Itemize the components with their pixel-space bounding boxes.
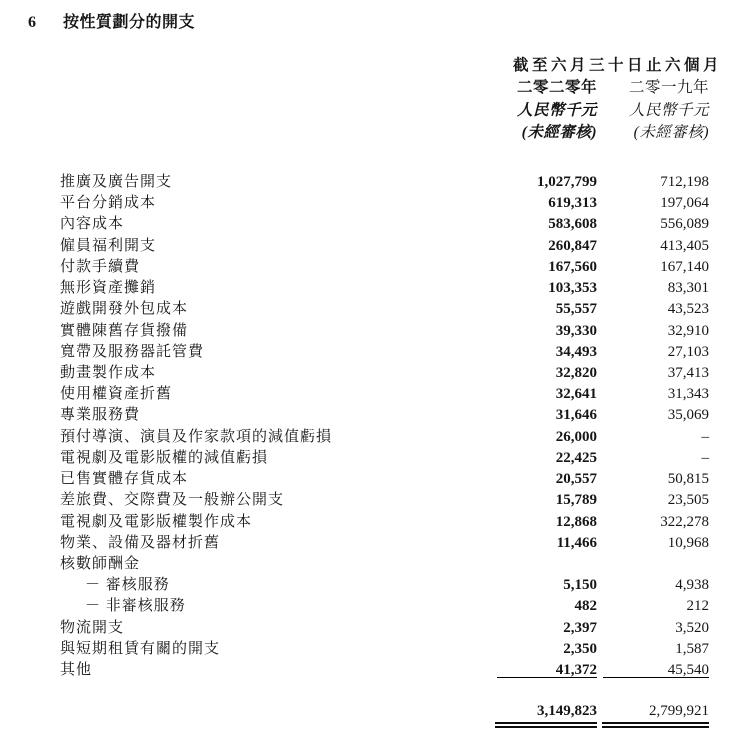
expense-label: 遊戲開發外包成本: [60, 301, 189, 318]
value-2020: 167,560: [548, 258, 597, 275]
column-gap: [597, 618, 606, 639]
value-2019: 322,278: [660, 513, 709, 530]
table-row: [0, 660, 709, 681]
col-2020-year-label: 二零二零年: [516, 79, 597, 97]
period-header: 截至六月三十日止六個月: [512, 57, 722, 74]
value-2019: 45,540: [667, 662, 709, 679]
expense-label: 內容成本: [60, 216, 125, 233]
column-gap: [597, 193, 606, 214]
column-gap: [597, 596, 606, 617]
column-gap: [597, 299, 606, 320]
col-2020-unaudited-label: (未經審核): [521, 123, 597, 141]
expense-label: 動畫製作成本: [60, 364, 157, 381]
table-row: [0, 384, 709, 405]
column-gap: [597, 77, 606, 99]
expense-label: 電視劇及電影版權製作成本: [60, 513, 253, 530]
table-row: [0, 427, 709, 448]
value-2020: [497, 554, 597, 575]
table-row: [0, 554, 709, 575]
section-number: 6: [28, 14, 36, 31]
value-2019: 167,140: [660, 258, 709, 275]
column-gap: [597, 427, 606, 448]
col-2019-year-label: 二零一九年: [628, 79, 709, 97]
expense-label: 付款手續費: [60, 258, 141, 275]
value-2019: 32,910: [667, 322, 709, 339]
table-row: [0, 512, 709, 533]
table-row: [0, 363, 709, 384]
expense-label: 核數師酬金: [60, 555, 141, 572]
column-gap: [597, 639, 606, 660]
year-header-row: [0, 77, 709, 99]
table-row: [0, 214, 709, 235]
value-2019: 10,968: [667, 534, 709, 551]
value-2019: 23,505: [667, 492, 709, 509]
total-2019: 2,799,921: [649, 703, 709, 719]
subtotal-rule: [0, 677, 709, 678]
table-row: [0, 257, 709, 278]
value-2019: 83,301: [667, 280, 709, 297]
table-row: [0, 405, 709, 426]
expense-label: 平台分銷成本: [60, 195, 157, 212]
value-2019: 712,198: [660, 174, 709, 190]
column-gap: [597, 448, 606, 469]
value-2020: 5,150: [563, 577, 597, 594]
value-2019: 35,069: [667, 407, 709, 424]
value-2019: 413,405: [660, 237, 709, 254]
column-gap: [597, 490, 606, 511]
total-row: [0, 702, 709, 720]
expense-label: 僱員福利開支: [60, 237, 157, 254]
value-2019: 3,520: [675, 619, 709, 636]
table-row: [0, 639, 709, 660]
expense-label: 其他: [60, 662, 93, 679]
column-gap: [597, 533, 606, 554]
value-2020: 1,027,799: [537, 174, 597, 190]
column-gap: [597, 257, 606, 278]
expense-rows: [0, 172, 709, 681]
value-2020: 39,330: [555, 322, 597, 339]
column-gap: [597, 702, 606, 720]
column-gap: [597, 321, 606, 342]
value-2020: 619,313: [548, 195, 597, 212]
column-gap: [597, 363, 606, 384]
column-gap: [597, 236, 606, 257]
rule-2019: [603, 677, 709, 678]
value-2019: 50,815: [667, 471, 709, 488]
value-2019: 1,587: [675, 640, 709, 657]
value-2019: 37,413: [667, 364, 709, 381]
table-row: [0, 618, 709, 639]
column-gap: [597, 554, 606, 575]
value-2019: 43,523: [667, 301, 709, 318]
value-2019: 4,938: [675, 577, 709, 594]
table-header: [0, 55, 722, 144]
expense-label: 推廣及廣告開支: [60, 174, 173, 190]
value-2020: 15,789: [555, 492, 597, 509]
value-2020: 55,557: [555, 301, 597, 318]
value-2019: [606, 554, 709, 575]
col-2019-unit-label: 人民幣千元: [628, 101, 709, 119]
table-row: [0, 172, 709, 193]
grand-total-rule: [0, 722, 709, 728]
value-2019: –: [701, 428, 709, 445]
table-row: [0, 596, 709, 617]
rule-2020: [495, 722, 597, 728]
value-2020: 2,350: [563, 640, 597, 657]
expense-label: 物流開支: [60, 619, 125, 636]
expense-label: 預付導演、演員及作家款項的減值虧損: [60, 428, 333, 445]
column-gap: [597, 384, 606, 405]
value-2019: 31,343: [667, 386, 709, 403]
value-2020: 20,557: [555, 471, 597, 488]
value-2019: –: [701, 449, 709, 466]
table-row: [0, 533, 709, 554]
expense-label: 與短期租賃有關的開支: [60, 640, 221, 657]
table-row: [0, 490, 709, 511]
value-2020: 2,397: [563, 619, 597, 636]
column-gap: [597, 575, 606, 596]
table-row: [0, 448, 709, 469]
column-gap: [597, 342, 606, 363]
audit-note-header-row: [0, 122, 709, 144]
section-heading: [28, 13, 195, 33]
rule-2019: [602, 722, 709, 728]
column-gap: [597, 512, 606, 533]
value-2020: 103,353: [548, 280, 597, 297]
value-2020: 12,868: [555, 513, 597, 530]
total-2020: 3,149,823: [537, 703, 597, 719]
expense-label: － 審核服務: [85, 577, 170, 594]
table-row: [0, 575, 709, 596]
column-gap: [597, 469, 606, 490]
table-row: [0, 193, 709, 214]
value-2019: 27,103: [667, 343, 709, 360]
expense-label: － 非審核服務: [85, 598, 186, 615]
value-2020: 32,641: [555, 386, 597, 403]
value-2020: 22,425: [555, 449, 597, 466]
expense-label: 專業服務費: [60, 407, 141, 424]
column-gap: [597, 278, 606, 299]
value-2019: 212: [686, 598, 709, 615]
value-2019: 556,089: [660, 216, 709, 233]
expense-label: 已售實體存貨成本: [60, 471, 189, 488]
value-2020: 583,608: [548, 216, 597, 233]
value-2020: 260,847: [548, 237, 597, 254]
value-2020: 31,646: [555, 407, 597, 424]
column-gap: [597, 172, 606, 193]
rule-2020: [497, 677, 597, 678]
value-2020: 11,466: [556, 534, 597, 551]
expense-label: 寬帶及服務器託管費: [60, 343, 205, 360]
value-2020: 482: [574, 598, 597, 615]
column-gap: [597, 100, 606, 122]
table-row: [0, 342, 709, 363]
column-gap: [597, 660, 606, 681]
table-row: [0, 299, 709, 320]
expense-label: 差旅費、交際費及一般辦公開支: [60, 492, 285, 509]
table-row: [0, 236, 709, 257]
section-title: 按性質劃分的開支: [63, 14, 196, 31]
value-2019: 197,064: [660, 195, 709, 212]
column-gap: [597, 122, 606, 144]
value-2020: 26,000: [555, 428, 597, 445]
value-2020: 32,820: [555, 364, 597, 381]
col-2019-unaudited-label: (未經審核): [633, 123, 709, 141]
col-2020-unit-label: 人民幣千元: [516, 101, 597, 119]
table-row: [0, 321, 709, 342]
expense-label: 電視劇及電影版權的減值虧損: [60, 449, 269, 466]
column-gap: [597, 405, 606, 426]
expense-label: 使用權資產折舊: [60, 386, 173, 403]
unit-header-row: [0, 100, 709, 122]
value-2020: 34,493: [555, 343, 597, 360]
expense-label: 物業、設備及器材折舊: [60, 534, 221, 551]
column-gap: [597, 214, 606, 235]
table-row: [0, 469, 709, 490]
expense-label: 無形資產攤銷: [60, 280, 157, 297]
value-2020: 41,372: [555, 662, 597, 679]
expense-label: 實體陳舊存貨撥備: [60, 322, 189, 339]
table-row: [0, 278, 709, 299]
